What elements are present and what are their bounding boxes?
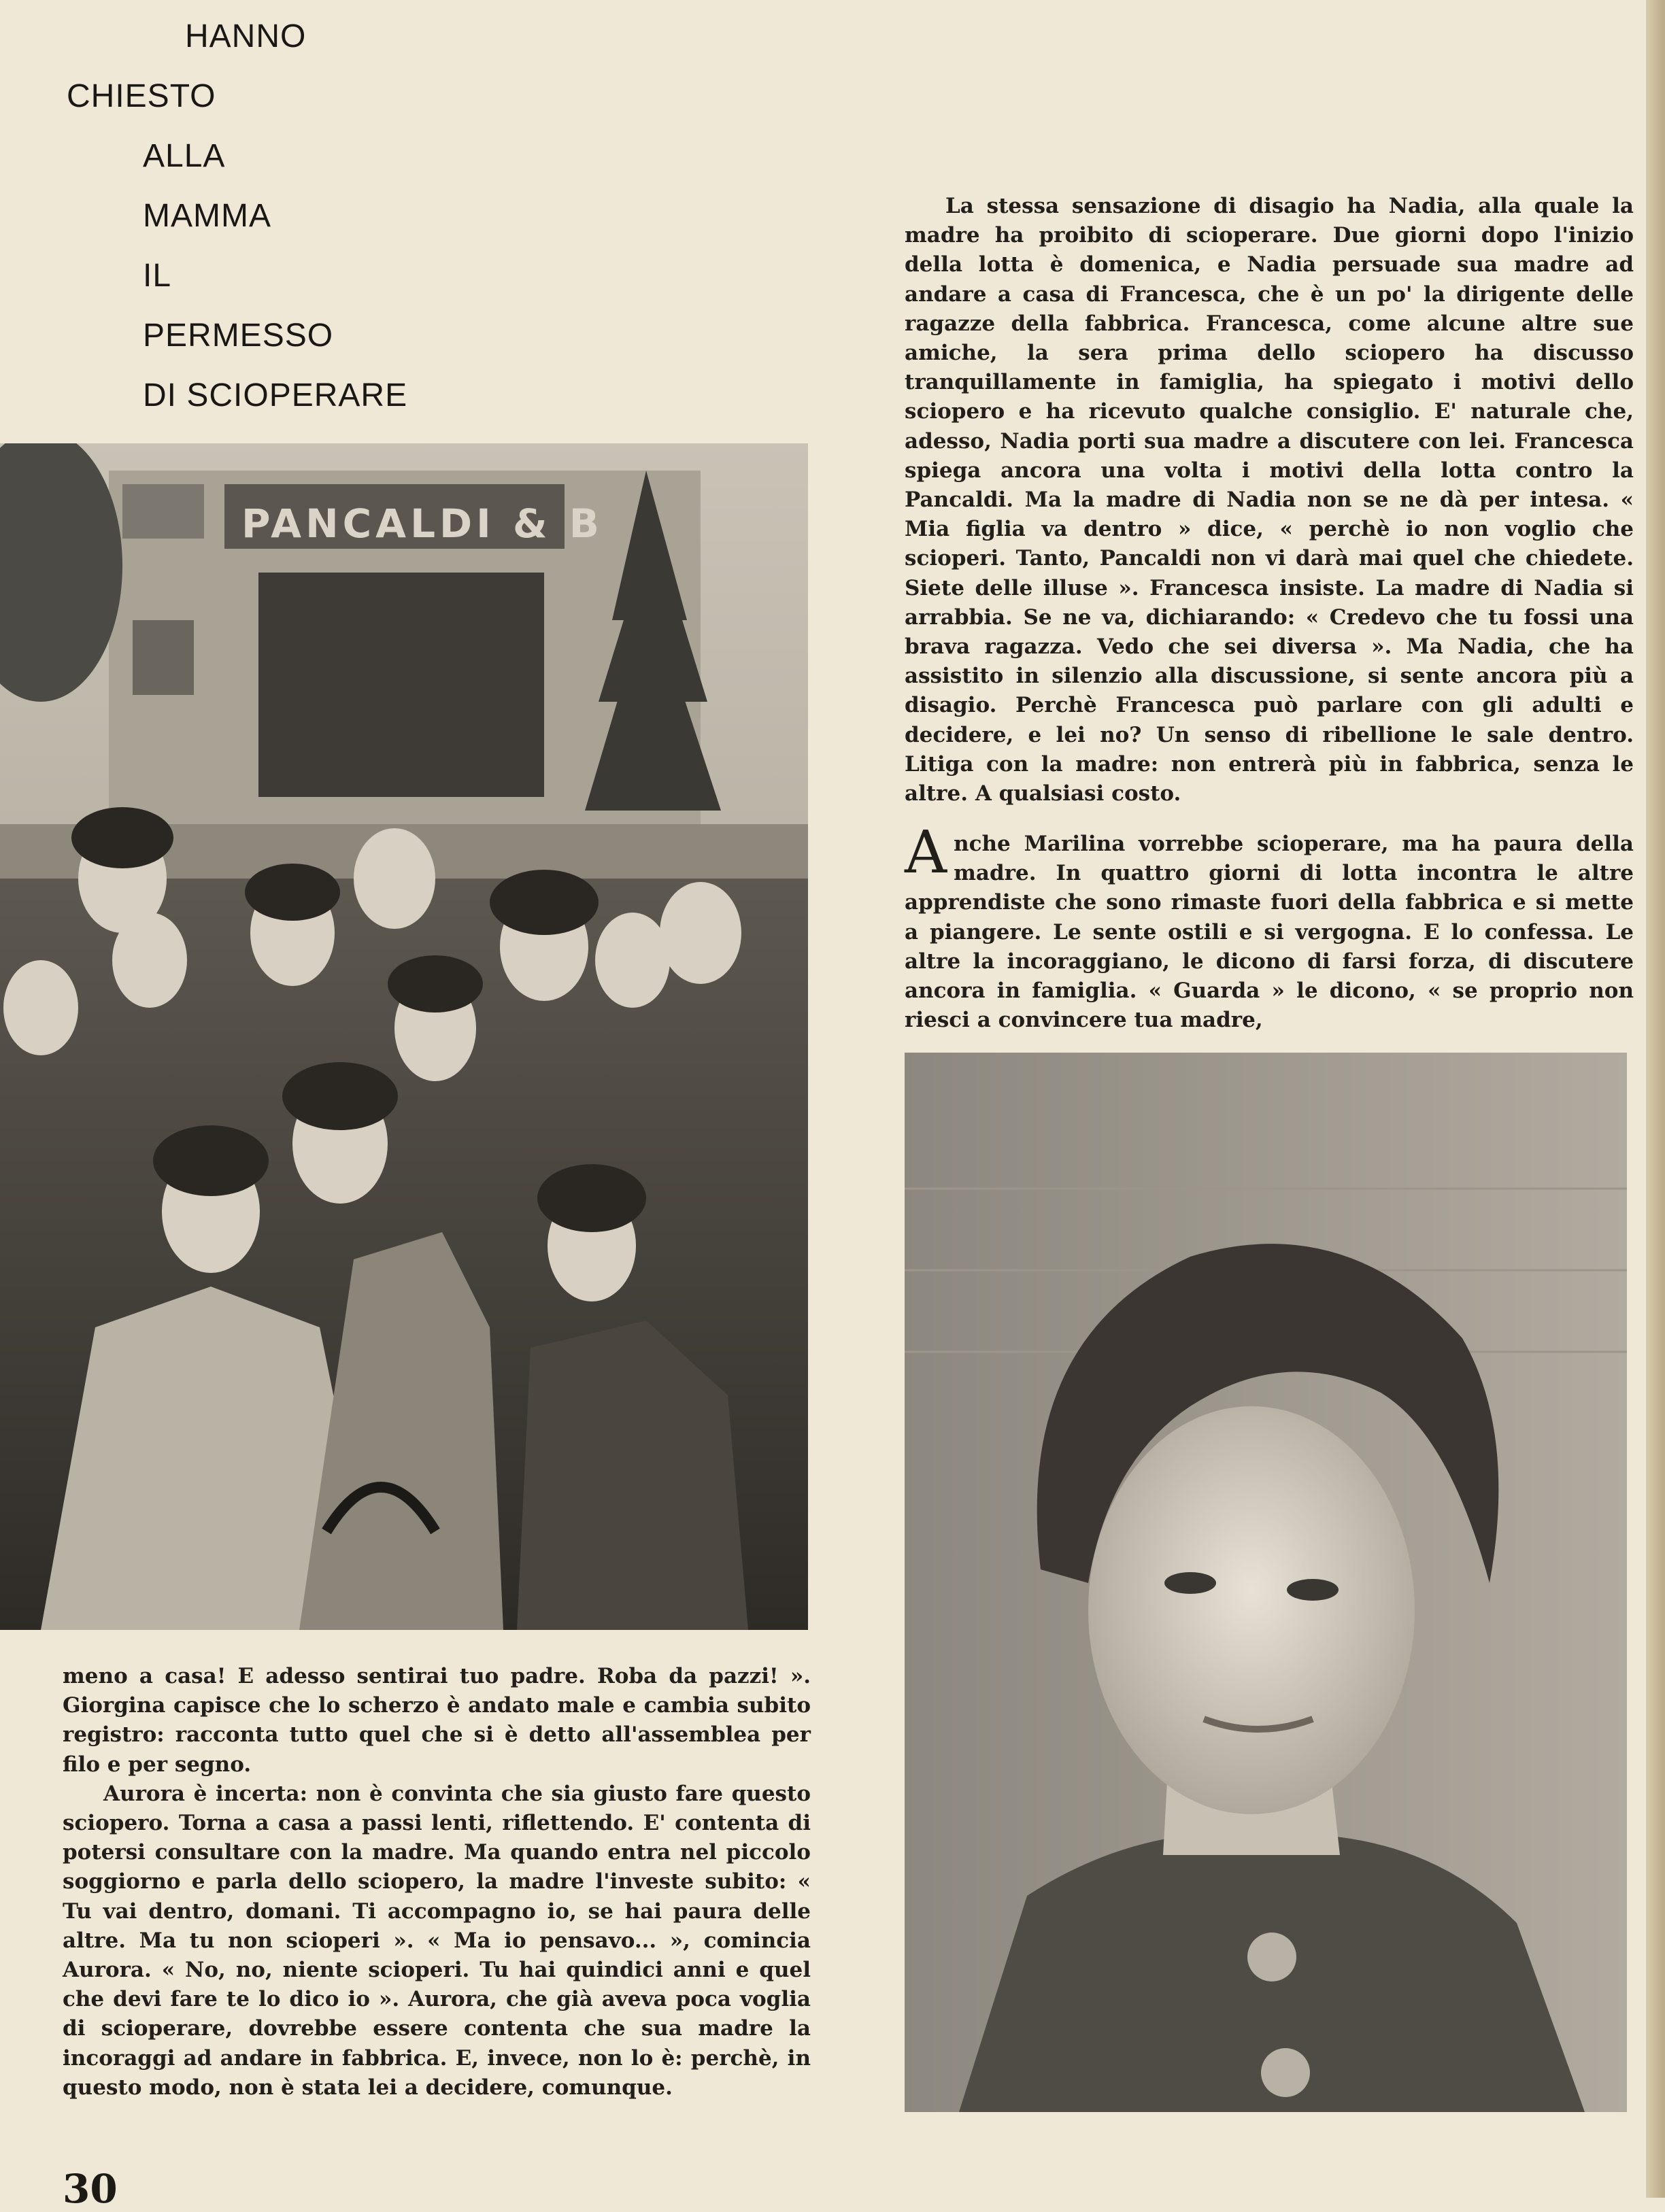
- left-paragraph-1: meno a casa! E adesso sentirai tuo padre. Roba da pazzi! ». Giorgina capisce che lo scherzo è andato male e cambia subito registro: racconta tutto quel che si è detto all'assemblea per filo e per segno.: [63, 1664, 811, 1777]
- drop-cap-letter: A: [905, 819, 947, 887]
- group-photo: [0, 443, 808, 1630]
- headline-line-1: HANNO: [185, 18, 307, 54]
- right-column-top: [905, 192, 1634, 809]
- headline-line-7: DI SCIOPERARE: [143, 377, 408, 413]
- headline: [0, 7, 476, 426]
- right-paragraph-2-text: nche Marilina vorrebbe scioperare, ma ha paura della madre. In quattro giorni di lotta incontra le altre apprendiste che sono rimaste fuori della fabbrica e si mette a piangere. Le sente ostili e si vergogna. E lo confessa. Le altre la incoraggiano, le dicono di farsi forza, di discutere ancora in famiglia. « Guarda » le dicono, « se proprio non riesci a convincere tua madre,: [905, 832, 1634, 1033]
- left-paragraph-2: Aurora è incerta: non è convinta che sia giusto fare questo sciopero. Torna a casa a passi lenti, riflettendo. E' contenta di potersi consultare con la madre. Ma quando entra nel piccolo soggiorno e parla dello sciopero, la madre l'investe subito: « Tu vai dentro, domani. Ti accompagno io, se hai paura delle altre. Ma tu non scioperi ». « Ma io pensavo... », comincia Aurora. « No, no, niente scioperi. Tu hai quindici anni e quel che devi fare te lo dico io ». Aurora, che già aveva poca voglia di scioperare, dovrebbe essere contenta che sua madre la incoraggi ad andare in fabbrica. E, invece, non lo è: perchè, in questo modo, non è stata lei a decidere, comunque.: [63, 1781, 811, 2100]
- factory-sign: PANCALDI & B: [241, 500, 603, 547]
- page-edge: [1646, 0, 1665, 2198]
- right-column-middle: [905, 819, 1634, 1035]
- headline-line-2: CHIESTO: [67, 78, 216, 114]
- headline-line-4: MAMMA: [143, 198, 271, 234]
- right-paragraph-2: [905, 819, 1634, 1035]
- portrait-photo: [905, 1053, 1627, 2112]
- headline-line-5: IL: [143, 258, 172, 294]
- left-column-bottom: [63, 1662, 811, 2103]
- portrait-photo-image: [905, 1053, 1627, 2112]
- right-paragraph-1: La stessa sensazione di disagio ha Nadia, alla quale la madre ha proibito di scioperare. Due giorni dopo l'inizio della lotta è domenica, e Nadia persuade sua madre ad andare a casa di Francesca, che è un po' la dirigente delle ragazze della fabbrica. Francesca, come alcune altre sue amiche, la sera prima dello sciopero ha discusso tranquillamente in famiglia, ha spiegato i motivi dello sciopero e ha ricevuto qualche consiglio. E' naturale che, adesso, Nadia porti sua madre a discutere con lei. Francesca spiega ancora una volta i motivi della lotta contro la Pancaldi. Ma la madre di Nadia non se ne dà per intesa. « Mia figlia va dentro » dice, « perchè io non voglio che scioperi. Tanto, Pancaldi non vi darà mai quel che chiedete. Siete delle illuse ». Francesca insiste. La madre di Nadia si arrabbia. Se ne va, dichiarando: « Credevo che tu fossi una brava ragazza. Vedo che sei diversa ». Ma Nadia, che ha assistito in silenzio alla discussione, si sente ancora più a disagio. Perchè Francesca può parlare con gli adulti e decidere, e lei no? Un senso di ribellione le sale dentro. Litiga con la madre: non entrerà più in fabbrica, senza le altre. A qualsiasi costo.: [905, 194, 1634, 806]
- headline-line-3: ALLA: [143, 138, 226, 174]
- group-photo-image: [0, 443, 808, 1630]
- page-number: 30: [63, 2166, 118, 2212]
- headline-line-6: PERMESSO: [143, 318, 334, 354]
